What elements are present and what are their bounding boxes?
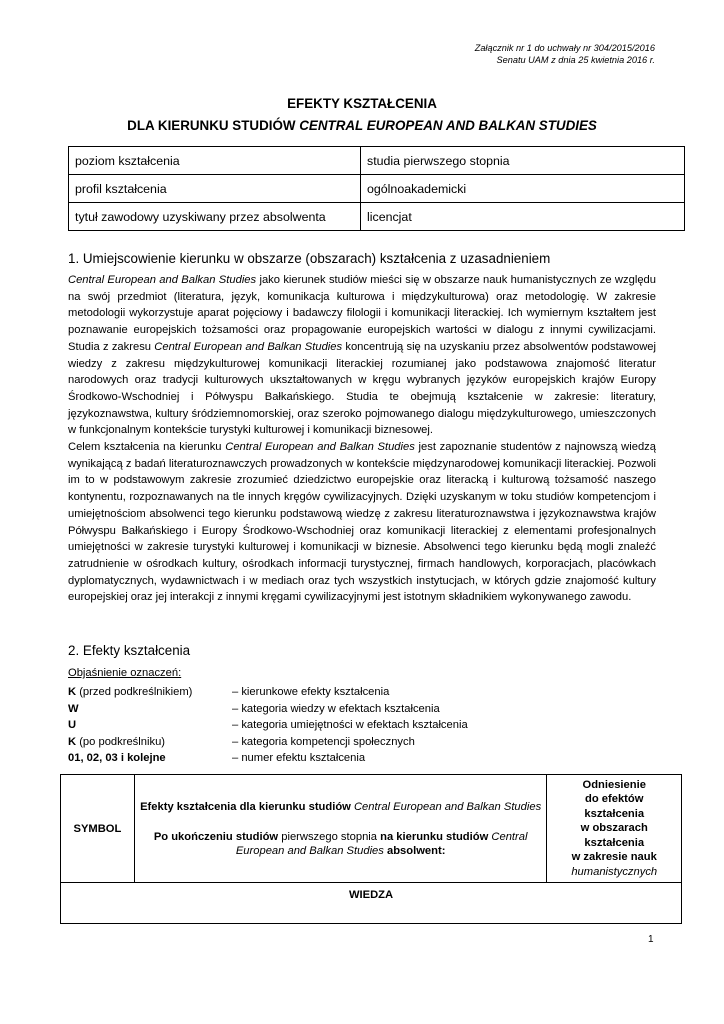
table-row [69, 175, 685, 203]
attachment-line-2: Senatu UAM z dnia 25 kwietnia 2016 r. [496, 55, 655, 65]
legend-desc: – kierunkowe efekty kształcenia [232, 686, 390, 698]
legend-key: W [68, 702, 79, 715]
attachment-line-1: Załącznik nr 1 do uchwały nr 304/2015/2016 [474, 43, 655, 53]
paragraph [68, 272, 656, 439]
legend-row [68, 750, 468, 767]
program-info-table [68, 146, 685, 231]
paragraph-text: jako kierunek studiów mieści się w obszarze nauk humanistycznych ze względu na swój przedmiot (literatura, język, komunikacja kulturowa i międzykulturowa) oraz metodologię. W zakresie metodologii wykorzystuje aparat pojęciowy i badawczy filologii i komunikacji literackiej. Ich wymiernym kształtem jest poznawanie europejskich tożsamości oraz propagowanie europejskich wartości w dialogu z innymi cywilizacjami. Studia z zakresu [68, 274, 656, 353]
legend-key: K (po podkreślniku) [68, 735, 166, 748]
section-1-heading: 1. Umiejscowienie kierunku w obszarze (obszarach) kształcenia z uzasadnieniem [68, 251, 551, 266]
legend-heading: Objaśnienie oznaczeń: [68, 667, 182, 679]
program-name: Central European and Balkan Studies [154, 340, 343, 353]
table-row [69, 147, 685, 175]
paragraph [68, 439, 656, 606]
info-label: tytuł zawodowy uzyskiwany przez absolwenta [69, 203, 361, 231]
subtitle-program: CENTRAL EUROPEAN AND BALKAN STUDIES [299, 118, 597, 133]
section-1-body [68, 272, 656, 606]
program-name: Central European and Balkan Studies [68, 274, 257, 286]
learning-outcomes-table [60, 774, 682, 924]
section-2-heading: 2. Efekty kształcenia [68, 643, 191, 658]
document-title: EFEKTY KSZTAŁCENIA [287, 96, 437, 111]
legend-key: K (przed podkreślnikiem) [68, 686, 193, 698]
section-label-wiedza: WIEDZA [61, 883, 682, 924]
paragraph-text: koncentrują się na uzyskaniu przez absolwentów podstawowej wiedzy z zakresu międzykulturowej komunikacji literackiej rozumianej jako podstawowa znajomość literatur narodowych oraz tradycji kulturowych ukształtowanych w kręgu wybranych języków europejskich krajów Europy Środkowo-Wschodniej i Półwyspu Bałkańskiego. Studia te obejmują kształcenie w zakresie: literatury, językoznawstwa, kultury śródziemnomorskiej, oraz szeroko pojmowanego dialogu międzykulturowego, umieszczonych w funkcjonalnym kontekście turystyki kulturowej i komunikacji biznesowej. [68, 340, 656, 437]
subtitle-prefix: DLA KIERUNKU STUDIÓW [127, 118, 300, 133]
attachment-note [475, 42, 655, 66]
outcomes-header: Efekty kształcenia dla kierunku studiów Central European and Balkan Studies Po ukończeniu studiów pierwszego stopnia na kierunku studiów Central European and Balkan Studies absolwent: [134, 775, 547, 883]
legend-desc: – kategoria kompetencji społecznych [232, 735, 415, 748]
table-section-row [61, 883, 682, 924]
legend-row [68, 734, 468, 751]
paragraph-text: Celem kształcenia na kierunku [68, 441, 226, 454]
legend-row [68, 701, 468, 718]
document-subtitle [0, 118, 724, 133]
legend-desc: – kategoria wiedzy w efektach kształcenia [232, 702, 440, 715]
info-value: ogólnoakademicki [361, 175, 685, 203]
legend-row [68, 684, 468, 701]
table-header-row [61, 775, 682, 883]
info-label: poziom kształcenia [69, 147, 361, 175]
info-label: profil kształcenia [69, 175, 361, 203]
legend-row [68, 717, 468, 734]
info-value: licencjat [361, 203, 685, 231]
page-number: 1 [648, 934, 654, 945]
legend-key: U [68, 719, 77, 731]
program-name: Central European and Balkan Studies [225, 441, 415, 454]
legend-desc: – numer efektu kształcenia [232, 752, 366, 764]
reference-header: Odniesienie do efektów kształcenia w obszarach kształcenia w zakresie nauk humanistycznych [547, 775, 682, 883]
paragraph-text: jest zapoznanie studentów z najnowszą wiedzą wynikającą z badań literaturoznawczych prowadzonych w kontekście międzynarodowej komunikacji literackiej. Pozwoli im to w podstawowym zakresie zrozumieć dziedzictwo europejskie oraz literacką i kulturową tożsamość naszego kontynentu, rozpoznawanych na tle innych kręgów cywilizacyjnych. Dzięki uzyskanym w toku studiów kompetencjom i umiejętnościom absolwenci tego kierunku podstawową wiedzę z zakresu literaturoznawstwa i językoznawstwa krajów Półwyspu Bałkańskiego i Europy Środkowo-Wschodniej oraz komunikacji literackiej z elementami profesjonalnych umiejętności w zakresie turystyki kulturowej i komunikacji w biznesie. Absolwenci tego kierunku będą mogli znaleźć zatrudnienie w ośrodkach kultury, ośrodkach informacji turystycznej, firmach handlowych, korporacjach, placówkach dyplomatycznych, wydawnictwach i w mediach oraz tych wszystkich instytucjach, w których gdzie znajomość kultury europejskiej oraz jej interakcji z innymi kręgami cywilizacyjnymi jest istotnym składnikiem wykonywanego zawodu. [68, 441, 656, 604]
legend-key: 01, 02, 03 i kolejne [68, 752, 166, 764]
legend [68, 684, 468, 767]
symbol-header: SYMBOL [61, 775, 135, 883]
info-value: studia pierwszego stopnia [361, 147, 685, 175]
legend-desc: – kategoria umiejętności w efektach kształcenia [232, 719, 468, 731]
table-row [69, 203, 685, 231]
